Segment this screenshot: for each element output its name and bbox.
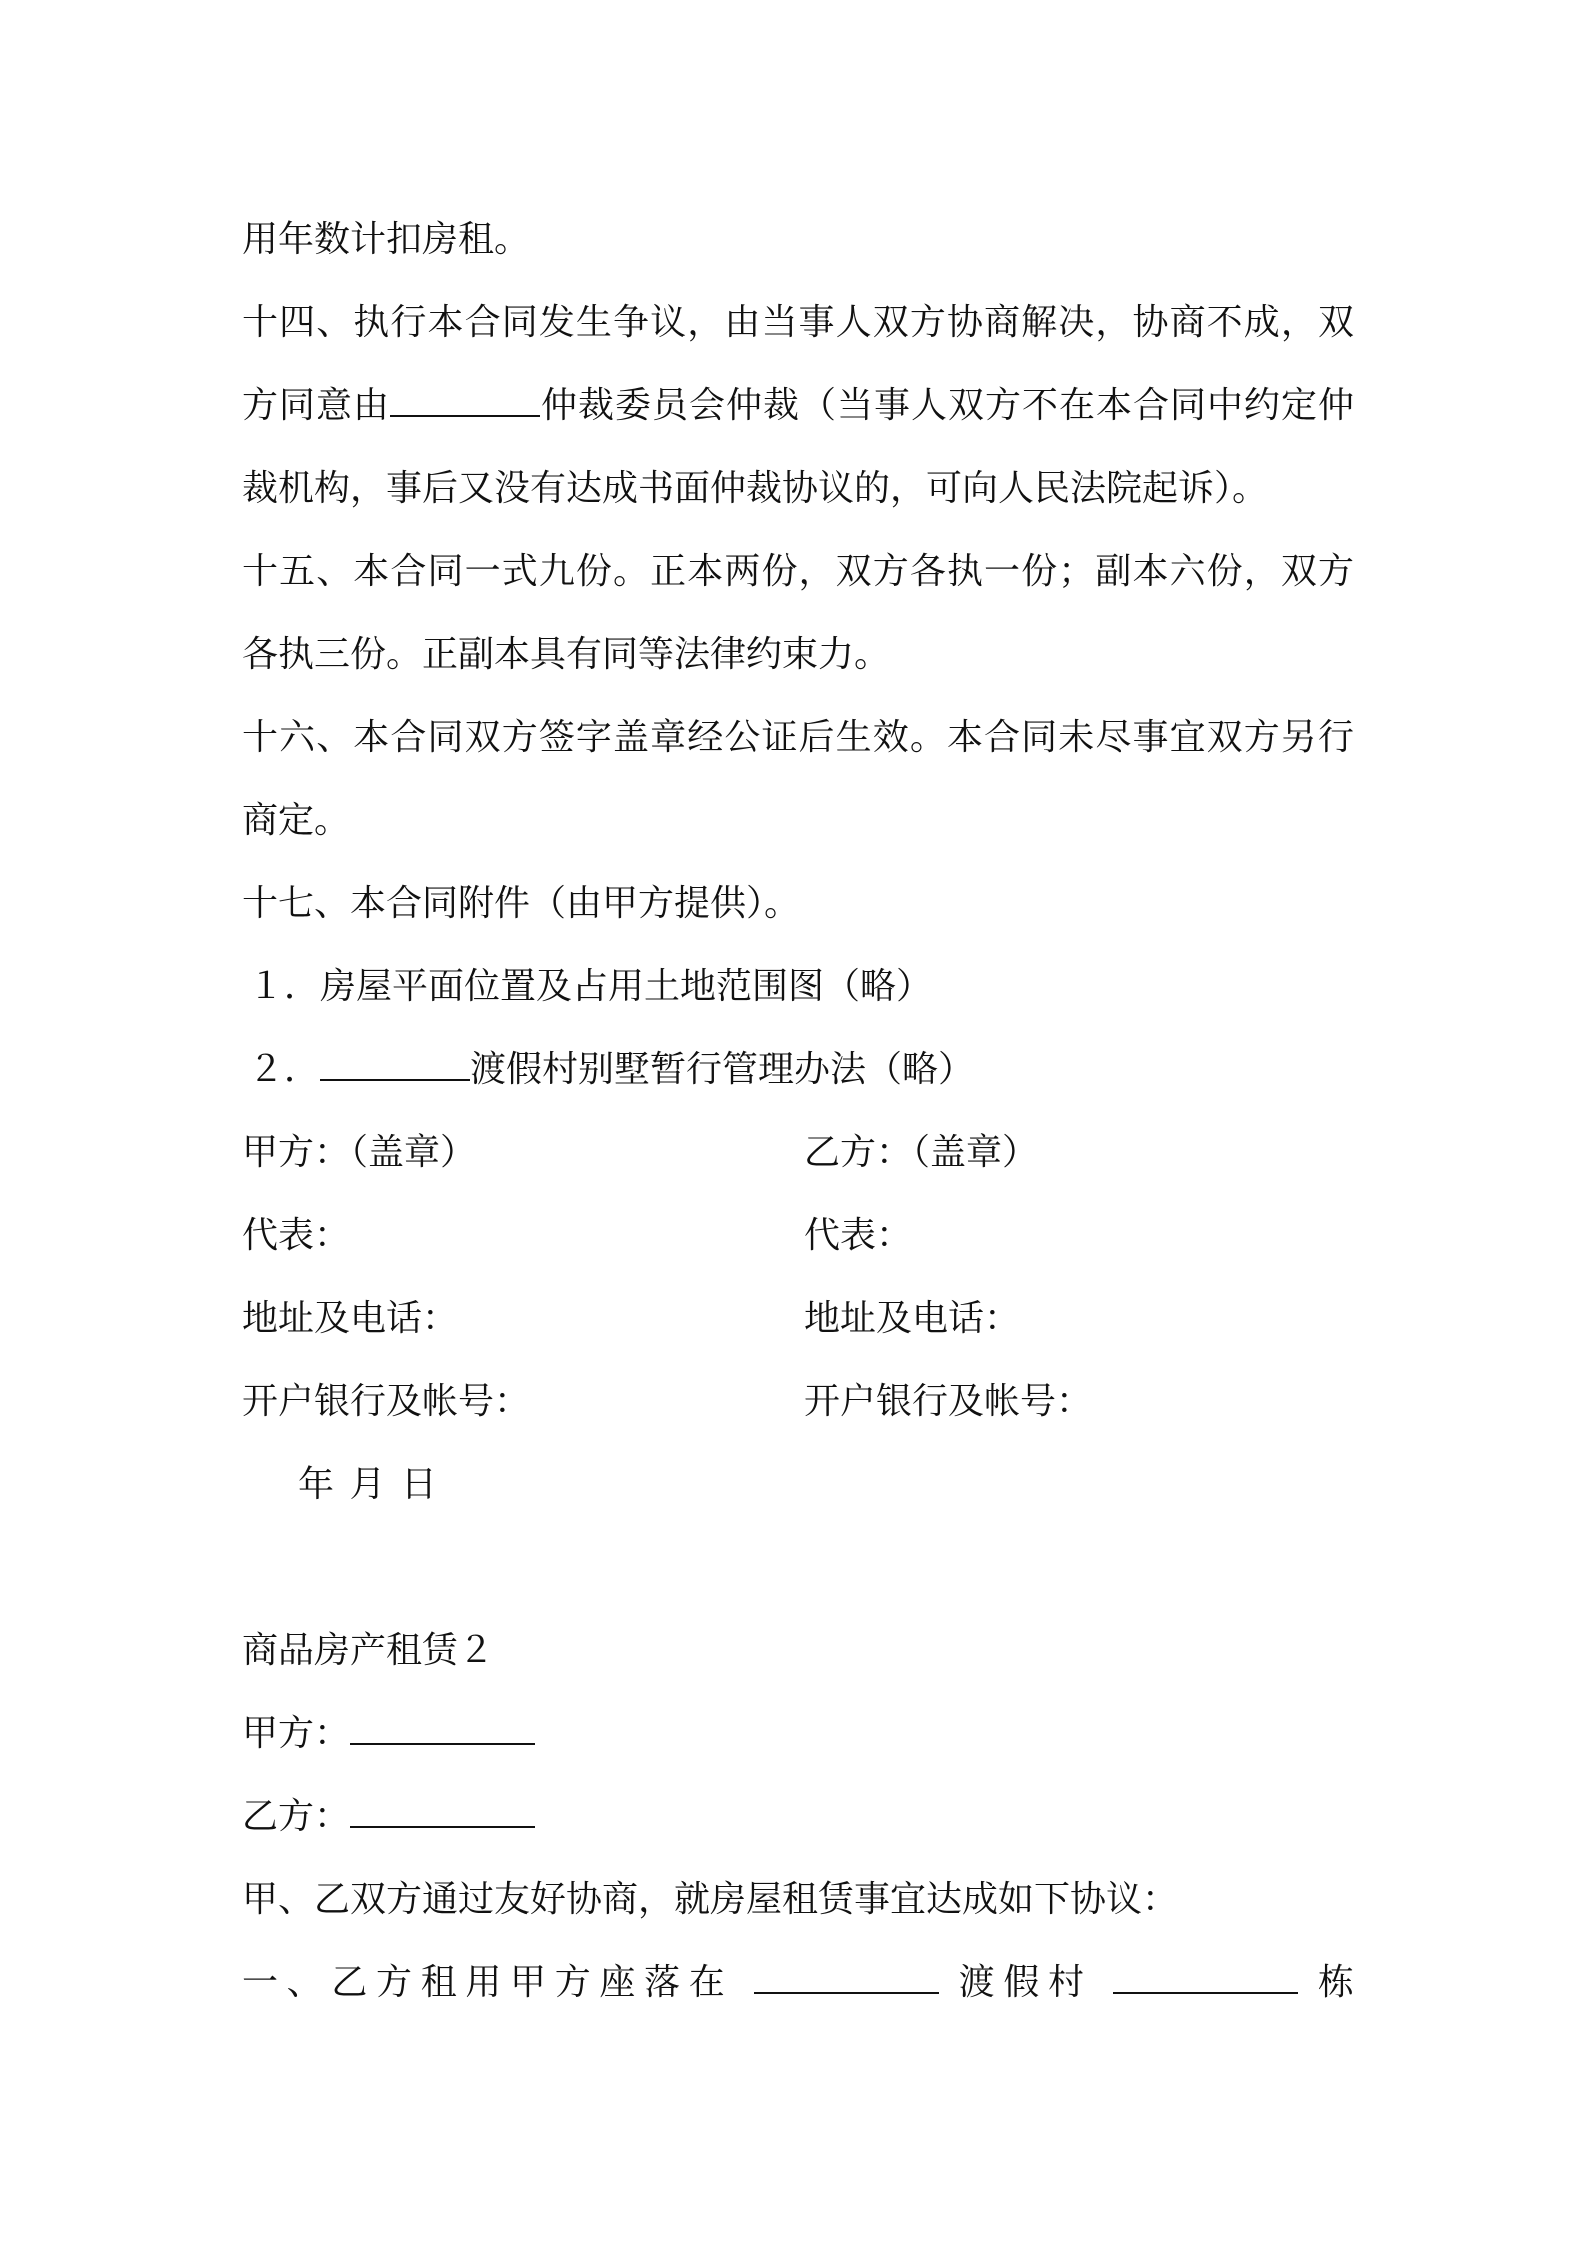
paragraph-14-line-2-before: 方同意由: [242, 385, 390, 426]
paragraph-15-line-1: 十五、本合同一式九份。正本两份，双方各执一份；副本六份，双方: [242, 551, 1354, 592]
contract-2-party-a-label: 甲方：: [242, 1713, 351, 1754]
building-number-blank: [1113, 1962, 1298, 1994]
attachment-item-2-suffix: 渡假村别墅暂行管理办法（略）: [470, 1049, 975, 1090]
party-a-representative: 代表：: [242, 1215, 351, 1256]
section-spacer: [242, 1526, 1354, 1609]
signature-row-bank: [242, 1360, 1354, 1443]
attachment-item-2: [242, 1028, 1354, 1111]
party-b-representative: 代表：: [804, 1215, 913, 1256]
party-a-seal: 甲方：（盖章）: [242, 1132, 477, 1173]
party-a-address: 地址及电话：: [242, 1298, 459, 1339]
clause-1-mid: 渡假村: [958, 1962, 1093, 2003]
signature-row-seal: [242, 1111, 1354, 1194]
clause-1-end: 栋: [1317, 1962, 1354, 2003]
paragraph-14-line-3: 裁机构，事后又没有达成书面仲裁协议的，可向人民法院起诉）。: [242, 468, 1269, 509]
clause-1-start: 一、乙方租用甲方座落在: [242, 1962, 734, 2003]
party-a-bank-account: 开户银行及帐号：: [242, 1381, 531, 1422]
contract-2-party-b: [242, 1775, 1354, 1858]
party-a-name-blank: [350, 1713, 535, 1745]
contract-2-clause-1: [242, 1941, 1354, 2024]
resort-name-blank: [320, 1049, 470, 1081]
signing-date: 年 月 日: [298, 1464, 439, 1505]
contract-2-party-a: [242, 1692, 1354, 1775]
party-b-seal: 乙方：（盖章）: [804, 1132, 1039, 1173]
paragraph-16-line-2: 商定。: [242, 800, 351, 841]
paragraph-14-line-1: 十四、执行本合同发生争议，由当事人双方协商解决，协商不成，双: [242, 302, 1354, 343]
paragraph-16-line-1: 十六、本合同双方签字盖章经公证后生效。本合同未尽事宜双方另行: [242, 717, 1354, 758]
contract-2-intro: 甲、乙双方通过友好协商，就房屋租赁事宜达成如下协议：: [242, 1879, 1179, 1920]
paragraph-14-line-2-after: 仲裁委员会仲裁（当事人双方不在本合同中约定仲: [540, 385, 1354, 426]
contract-2-party-b-label: 乙方：: [242, 1796, 351, 1837]
paragraph-15-line-2: 各执三份。正副本具有同等法律约束力。: [242, 634, 891, 675]
attachment-item-1: １．房屋平面位置及占用土地范围图（略）: [248, 966, 933, 1007]
resort-location-blank: [754, 1962, 939, 1994]
contract-2-title: 商品房产租赁２: [242, 1630, 495, 1671]
party-b-bank-account: 开户银行及帐号：: [804, 1381, 1093, 1422]
party-b-name-blank: [350, 1796, 535, 1828]
arbitration-commission-blank: [390, 385, 540, 417]
signature-row-address: [242, 1277, 1354, 1360]
paragraph-17-heading: 十七、本合同附件（由甲方提供）。: [242, 883, 801, 924]
attachment-item-2-prefix: ２．: [248, 1049, 321, 1090]
paragraph-13-tail: 用年数计扣房租。: [242, 219, 531, 260]
party-b-address: 地址及电话：: [804, 1298, 1021, 1339]
paragraph-14-line-2: [242, 364, 1354, 447]
signature-row-representative: [242, 1194, 1354, 1277]
document-page: [242, 198, 1354, 2024]
